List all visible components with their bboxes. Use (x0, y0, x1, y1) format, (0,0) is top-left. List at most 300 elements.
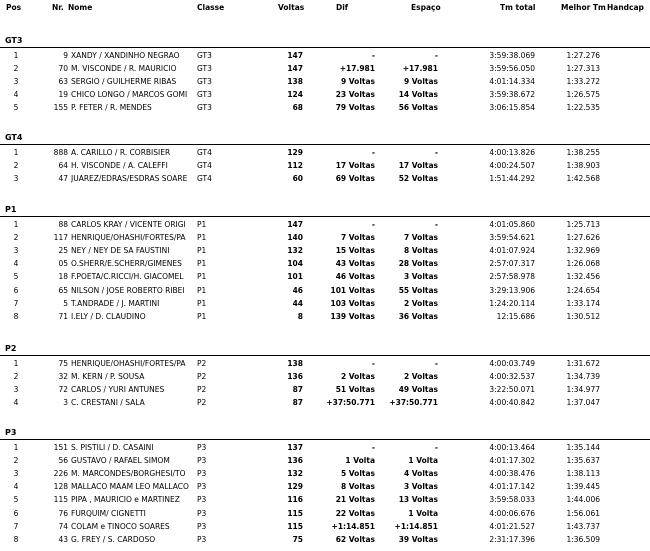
cell-voltas: 115 (287, 521, 303, 531)
cell-classe: GT3 (197, 51, 212, 60)
cell-espaco: 49 Voltas (398, 385, 438, 395)
cell-nome: A. CARILLO / R. CORBISIER (71, 148, 171, 157)
table-row (0, 480, 650, 493)
cell-classe: P2 (197, 372, 207, 382)
cell-espaco: 2 Voltas (403, 298, 438, 308)
cell-pos: 8 (13, 534, 19, 544)
cell-pos: 2 (13, 161, 19, 171)
cell-espaco: 56 Voltas (398, 103, 438, 113)
cell-nr: 43 (58, 534, 68, 544)
cell-melhor-tm: 1:34.739 (566, 372, 600, 382)
cell-nome: CARLOS / YURI ANTUNES (71, 385, 165, 395)
cell-pos: 1 (13, 359, 19, 368)
table-row (0, 270, 650, 283)
cell-dif: - (371, 148, 375, 157)
cell-melhor-tm: 1:44.006 (566, 495, 600, 505)
cell-nome: JUAREZ/EDRAS/ESDRAS SOARE (71, 174, 188, 184)
cell-nr: 05 (58, 259, 68, 269)
group-divider (0, 439, 650, 440)
cell-pos: 3 (13, 469, 19, 479)
cell-pos: 6 (13, 285, 19, 295)
cell-classe: P1 (197, 246, 207, 256)
cell-voltas: 138 (287, 359, 303, 368)
cell-nr: 71 (58, 311, 68, 321)
cell-nome: H. VISCONDE / A. CALEFFI (71, 161, 168, 171)
cell-voltas: 147 (287, 64, 303, 74)
cell-pos: 4 (13, 398, 19, 408)
cell-pos: 3 (13, 246, 19, 256)
cell-dif: - (371, 51, 375, 60)
cell-nr: 56 (58, 456, 68, 466)
cell-classe: P1 (197, 259, 207, 269)
cell-classe: P3 (197, 443, 207, 452)
cell-pos: 7 (13, 298, 19, 308)
cell-voltas: 129 (287, 482, 303, 492)
cell-dif: 51 Voltas (335, 385, 375, 395)
header-pos: Pos (6, 3, 22, 12)
cell-tm-total: 4:00:32.537 (489, 372, 535, 382)
table-row (0, 101, 650, 114)
table-row (0, 284, 650, 297)
cell-melhor-tm: 1:56.061 (566, 508, 600, 518)
cell-nr: 70 (58, 64, 68, 74)
cell-espaco: - (434, 220, 438, 229)
cell-melhor-tm: 1:39.445 (566, 482, 600, 492)
table-row (0, 62, 650, 75)
cell-espaco: - (434, 443, 438, 452)
cell-classe: P3 (197, 495, 207, 505)
cell-classe: P1 (197, 311, 207, 321)
cell-melhor-tm: 1:27.276 (566, 51, 600, 60)
cell-nr: 32 (58, 372, 68, 382)
cell-melhor-tm: 1:22.535 (566, 103, 600, 113)
group-divider (0, 216, 650, 217)
cell-voltas: 112 (287, 161, 303, 171)
table-row (0, 146, 650, 159)
cell-voltas: 136 (287, 456, 303, 466)
cell-pos: 3 (13, 174, 19, 184)
cell-voltas: 147 (287, 51, 303, 60)
cell-dif: 62 Voltas (335, 534, 375, 544)
cell-tm-total: 4:01:21.527 (489, 521, 535, 531)
cell-tm-total: 3:22:50.071 (489, 385, 535, 395)
table-row (0, 231, 650, 244)
cell-tm-total: 4:01:14.334 (489, 77, 535, 87)
cell-nome: T.ANDRADE / J. MARTINI (71, 298, 160, 308)
cell-tm-total: 4:00:24.507 (489, 161, 535, 171)
cell-nome: S. PISTILI / D. CASAINI (71, 443, 154, 452)
cell-nr: 19 (58, 90, 68, 100)
cell-classe: GT3 (197, 90, 212, 100)
cell-nr: 18 (58, 272, 68, 282)
cell-tm-total: 3:29:13.906 (489, 285, 535, 295)
cell-espaco: 13 Voltas (398, 495, 438, 505)
cell-voltas: 116 (287, 495, 303, 505)
cell-melhor-tm: 1:42.568 (566, 174, 600, 184)
cell-melhor-tm: 1:35.637 (566, 456, 600, 466)
cell-tm-total: 3:59:58.033 (489, 495, 535, 505)
cell-espaco: 2 Voltas (403, 372, 438, 382)
table-row (0, 310, 650, 323)
cell-nr: 888 (53, 148, 68, 157)
group-divider (0, 47, 650, 48)
table-row (0, 493, 650, 506)
cell-nr: 75 (58, 359, 68, 368)
cell-tm-total: 4:00:13.826 (489, 148, 535, 157)
cell-espaco: 14 Voltas (398, 90, 438, 100)
table-row (0, 454, 650, 467)
cell-pos: 7 (13, 521, 19, 531)
table-row (0, 172, 650, 185)
cell-dif: 1 Volta (345, 456, 375, 466)
cell-tm-total: 1:51:44.292 (489, 174, 535, 184)
cell-voltas: 46 (292, 285, 303, 295)
cell-melhor-tm: 1:31.672 (566, 359, 600, 368)
table-row (0, 257, 650, 270)
cell-tm-total: 2:57:58.978 (489, 272, 535, 282)
cell-classe: P3 (197, 534, 207, 544)
cell-voltas: 129 (287, 148, 303, 157)
cell-pos: 8 (13, 311, 19, 321)
table-row (0, 218, 650, 231)
cell-nr: 65 (58, 285, 68, 295)
cell-pos: 2 (13, 456, 19, 466)
cell-pos: 6 (13, 508, 19, 518)
table-row (0, 507, 650, 520)
cell-nome: MALLACO MAAM LEO MALLACO (71, 482, 189, 492)
cell-espaco: 17 Voltas (398, 161, 438, 171)
table-row (0, 520, 650, 533)
cell-pos: 5 (13, 103, 19, 113)
cell-dif: 21 Voltas (335, 495, 375, 505)
cell-voltas: 75 (292, 534, 303, 544)
table-row (0, 88, 650, 101)
group-title: P2 (5, 344, 17, 353)
cell-nome: FURQUIM/ CIGNETTI (71, 508, 146, 518)
cell-dif: 69 Voltas (335, 174, 375, 184)
cell-dif: +37:50.771 (326, 398, 375, 408)
cell-nome: P. FETER / R. MENDES (71, 103, 152, 113)
group-title: GT4 (5, 133, 23, 142)
cell-nome: NILSON / JOSE ROBERTO RIBEI (71, 285, 185, 295)
cell-voltas: 140 (287, 233, 303, 243)
cell-melhor-tm: 1:32.969 (566, 246, 600, 256)
cell-tm-total: 2:57:07.317 (489, 259, 535, 269)
header-espaco: Espaço (411, 3, 441, 12)
table-row (0, 75, 650, 88)
cell-melhor-tm: 1:37.047 (566, 398, 600, 408)
cell-tm-total: 4:00:40.842 (489, 398, 535, 408)
header-voltas: Voltas (278, 3, 305, 12)
cell-dif: 7 Voltas (340, 233, 375, 243)
header-tm-total: Tm total (500, 3, 536, 12)
cell-dif: 9 Voltas (340, 77, 375, 87)
cell-classe: P2 (197, 398, 207, 408)
cell-nome: M. KERN / P. SOUSA (71, 372, 145, 382)
cell-classe: P2 (197, 359, 207, 368)
cell-nome: F.POETA/C.RICCI/H. GIACOMEL (71, 272, 184, 282)
cell-melhor-tm: 1:33.272 (566, 77, 600, 87)
cell-nome: XANDY / XANDINHO NEGRAO (71, 51, 180, 60)
cell-pos: 5 (13, 272, 19, 282)
cell-voltas: 44 (292, 298, 303, 308)
cell-dif: +17.981 (339, 64, 375, 74)
cell-nr: 25 (58, 246, 68, 256)
cell-dif: 103 Voltas (330, 298, 375, 308)
cell-espaco: 3 Voltas (403, 482, 438, 492)
cell-voltas: 8 (297, 311, 303, 321)
cell-melhor-tm: 1:24.654 (566, 285, 600, 295)
cell-tm-total: 4:01:17.302 (489, 456, 535, 466)
cell-espaco: - (434, 359, 438, 368)
cell-classe: P1 (197, 272, 207, 282)
cell-melhor-tm: 1:43.737 (566, 521, 600, 531)
cell-pos: 4 (13, 482, 19, 492)
cell-dif: 5 Voltas (340, 469, 375, 479)
cell-nome: GUSTAVO / RAFAEL SIMOM (71, 456, 170, 466)
cell-classe: P3 (197, 521, 207, 531)
cell-espaco: 55 Voltas (398, 285, 438, 295)
cell-dif: 43 Voltas (335, 259, 375, 269)
cell-nome: PIPA , MAURICIO e MARTINEZ (71, 495, 180, 505)
cell-melhor-tm: 1:26.575 (566, 90, 600, 100)
cell-melhor-tm: 1:27.626 (566, 233, 600, 243)
cell-dif: 2 Voltas (340, 372, 375, 382)
cell-tm-total: 3:59:54.621 (489, 233, 535, 243)
cell-espaco: 3 Voltas (403, 272, 438, 282)
cell-voltas: 60 (292, 174, 303, 184)
cell-espaco: 9 Voltas (403, 77, 438, 87)
cell-tm-total: 4:00:03.749 (489, 359, 535, 368)
cell-dif: 46 Voltas (335, 272, 375, 282)
cell-dif: - (371, 359, 375, 368)
cell-espaco: 52 Voltas (398, 174, 438, 184)
group-title: P1 (5, 205, 17, 214)
cell-dif: 101 Voltas (330, 285, 375, 295)
cell-melhor-tm: 1:30.512 (566, 311, 600, 321)
cell-nome: I.ELY / D. CLAUDINO (71, 311, 146, 321)
cell-melhor-tm: 1:35.144 (566, 443, 600, 452)
cell-nr: 226 (53, 469, 68, 479)
cell-nr: 63 (58, 77, 68, 87)
cell-classe: GT3 (197, 64, 212, 74)
cell-voltas: 124 (287, 90, 303, 100)
cell-tm-total: 3:59:38.069 (489, 51, 535, 60)
table-row (0, 396, 650, 409)
cell-classe: P3 (197, 482, 207, 492)
cell-tm-total: 3:06:15.854 (489, 103, 535, 113)
cell-pos: 1 (13, 443, 19, 452)
header-handcap: Handcap (607, 3, 644, 12)
cell-classe: P3 (197, 456, 207, 466)
cell-melhor-tm: 1:26.068 (566, 259, 600, 269)
cell-espaco: - (434, 148, 438, 157)
cell-espaco: +1:14.851 (394, 521, 438, 531)
cell-tm-total: 2:31:17.396 (489, 534, 535, 544)
cell-dif: 79 Voltas (335, 103, 375, 113)
cell-voltas: 132 (287, 469, 303, 479)
cell-espaco: 8 Voltas (403, 246, 438, 256)
cell-classe: GT3 (197, 103, 212, 113)
cell-classe: P3 (197, 508, 207, 518)
cell-voltas: 136 (287, 372, 303, 382)
cell-pos: 4 (13, 90, 19, 100)
cell-nr: 117 (53, 233, 68, 243)
cell-tm-total: 4:01:05.860 (489, 220, 535, 229)
cell-voltas: 138 (287, 77, 303, 87)
cell-voltas: 137 (287, 443, 303, 452)
cell-voltas: 115 (287, 508, 303, 518)
cell-voltas: 87 (292, 385, 303, 395)
cell-tm-total: 12:15.686 (496, 311, 535, 321)
cell-dif: 139 Voltas (330, 311, 375, 321)
cell-voltas: 101 (287, 272, 303, 282)
cell-nome: M. VISCONDE / R. MAURICIO (71, 64, 177, 74)
cell-espaco: - (434, 51, 438, 60)
cell-melhor-tm: 1:36.509 (566, 534, 600, 544)
cell-voltas: 132 (287, 246, 303, 256)
cell-tm-total: 4:01:17.142 (489, 482, 535, 492)
cell-dif: - (371, 443, 375, 452)
cell-nome: G. FREY / S. CARDOSO (71, 534, 156, 544)
header-melhor-tm: Melhor Tm (561, 3, 606, 12)
cell-pos: 1 (13, 51, 19, 60)
cell-espaco: 7 Voltas (403, 233, 438, 243)
cell-espaco: +17.981 (402, 64, 438, 74)
table-row (0, 297, 650, 310)
cell-melhor-tm: 1:38.113 (566, 469, 600, 479)
cell-nr: 9 (63, 51, 68, 60)
cell-melhor-tm: 1:32.456 (566, 272, 600, 282)
table-row (0, 441, 650, 454)
cell-nome: HENRIQUE/OHASHI/FORTES/PA (71, 233, 186, 243)
cell-espaco: 1 Volta (408, 508, 438, 518)
cell-melhor-tm: 1:27.313 (566, 64, 600, 74)
cell-pos: 3 (13, 385, 19, 395)
cell-nr: 115 (53, 495, 68, 505)
table-row (0, 370, 650, 383)
table-row (0, 357, 650, 370)
table-row (0, 159, 650, 172)
cell-nr: 5 (63, 298, 68, 308)
cell-nr: 3 (63, 398, 68, 408)
group-title: GT3 (5, 36, 23, 45)
table-row (0, 533, 650, 546)
cell-tm-total: 3:59:56.050 (489, 64, 535, 74)
cell-nr: 88 (58, 220, 68, 229)
table-row (0, 383, 650, 396)
cell-melhor-tm: 1:25.713 (566, 220, 600, 229)
cell-nr: 128 (53, 482, 68, 492)
cell-pos: 5 (13, 495, 19, 505)
group-divider (0, 355, 650, 356)
table-row (0, 467, 650, 480)
cell-nome: C. CRESTANI / SALA (71, 398, 145, 408)
cell-voltas: 87 (292, 398, 303, 408)
cell-espaco: +37:50.771 (389, 398, 438, 408)
cell-nr: 72 (58, 385, 68, 395)
cell-voltas: 68 (292, 103, 303, 113)
cell-espaco: 4 Voltas (403, 469, 438, 479)
cell-dif: 8 Voltas (340, 482, 375, 492)
cell-dif: 15 Voltas (335, 246, 375, 256)
cell-nome: SERGIO / GUILHERME RIBAS (71, 77, 177, 87)
table-row (0, 49, 650, 62)
cell-classe: GT4 (197, 174, 212, 184)
group-divider (0, 144, 650, 145)
cell-classe: P2 (197, 385, 207, 395)
cell-classe: P1 (197, 298, 207, 308)
cell-nome: CHICO LONGO / MARCOS GOMI (71, 90, 188, 100)
cell-melhor-tm: 1:34.977 (566, 385, 600, 395)
cell-nome: COLAM e TINOCO SOARES (71, 521, 170, 531)
cell-classe: P1 (197, 220, 207, 229)
cell-espaco: 1 Volta (408, 456, 438, 466)
cell-nr: 155 (53, 103, 68, 113)
cell-dif: - (371, 220, 375, 229)
cell-tm-total: 1:24:20.114 (489, 298, 535, 308)
cell-tm-total: 4:00:06.676 (489, 508, 535, 518)
cell-voltas: 147 (287, 220, 303, 229)
header-nome: Nome (68, 3, 93, 12)
cell-nome: O.SHERR/E.SCHERR/GIMENES (71, 259, 182, 269)
cell-pos: 1 (13, 148, 19, 157)
cell-nome: CARLOS KRAY / VICENTE ORIGI (71, 220, 186, 229)
cell-tm-total: 4:01:07.924 (489, 246, 535, 256)
cell-nome: NEY / NEY DE SA FAUSTINI (71, 246, 170, 256)
cell-classe: GT4 (197, 161, 212, 171)
cell-dif: 17 Voltas (335, 161, 375, 171)
header-classe: Classe (197, 3, 225, 12)
cell-classe: GT4 (197, 148, 212, 157)
cell-classe: P1 (197, 285, 207, 295)
table-row (0, 244, 650, 257)
cell-pos: 1 (13, 220, 19, 229)
cell-dif: +1:14.851 (331, 521, 375, 531)
cell-dif: 23 Voltas (335, 90, 375, 100)
cell-dif: 22 Voltas (335, 508, 375, 518)
table-header (0, 1, 650, 14)
cell-classe: P1 (197, 233, 207, 243)
cell-melhor-tm: 1:38.255 (566, 148, 600, 157)
cell-classe: GT3 (197, 77, 212, 87)
cell-espaco: 39 Voltas (398, 534, 438, 544)
cell-pos: 3 (13, 77, 19, 87)
cell-nr: 74 (58, 521, 68, 531)
cell-espaco: 36 Voltas (398, 311, 438, 321)
header-nr: Nr. (52, 3, 64, 12)
cell-melhor-tm: 1:38.903 (566, 161, 600, 171)
cell-nr: 151 (53, 443, 68, 452)
cell-tm-total: 4:00:38.476 (489, 469, 535, 479)
cell-espaco: 28 Voltas (398, 259, 438, 269)
cell-nr: 76 (58, 508, 68, 518)
cell-voltas: 104 (287, 259, 303, 269)
cell-nr: 47 (58, 174, 68, 184)
cell-tm-total: 3:59:38.672 (489, 90, 535, 100)
cell-pos: 2 (13, 64, 19, 74)
cell-melhor-tm: 1:33.174 (566, 298, 600, 308)
cell-nome: HENRIQUE/OHASHI/FORTES/PA (71, 359, 186, 368)
cell-pos: 2 (13, 233, 19, 243)
cell-nr: 64 (58, 161, 68, 171)
group-title: P3 (5, 428, 17, 437)
cell-tm-total: 4:00:13.464 (489, 443, 535, 452)
cell-pos: 2 (13, 372, 19, 382)
cell-pos: 4 (13, 259, 19, 269)
cell-classe: P3 (197, 469, 207, 479)
cell-nome: M. MARCONDES/BORGHESI/TO (71, 469, 186, 479)
